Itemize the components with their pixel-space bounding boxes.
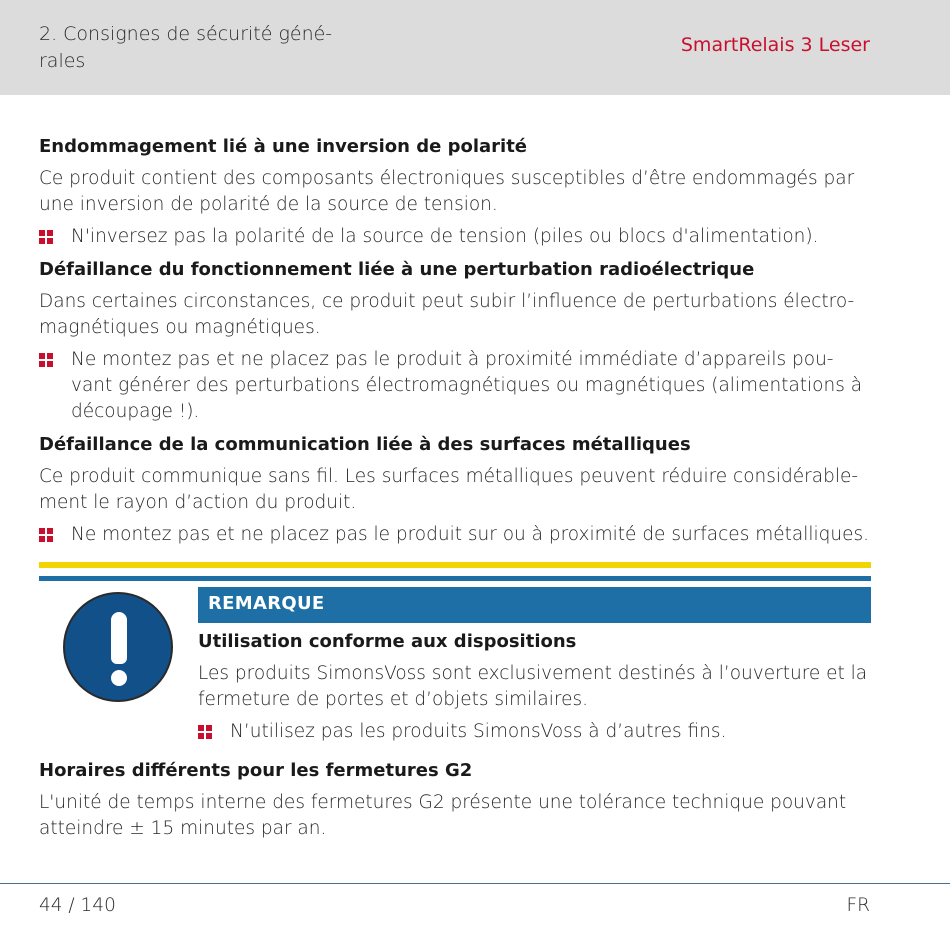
chapter-title-line2: rales xyxy=(39,50,86,72)
bullet-icon xyxy=(39,528,53,542)
page-header xyxy=(0,0,950,95)
bullet-text: Ne montez pas et ne placez pas le produit sur ou à proximité de surfaces métalliques. xyxy=(71,524,869,545)
exclamation-circle-icon xyxy=(63,592,173,702)
footer-divider xyxy=(0,883,950,884)
note-body xyxy=(198,628,871,745)
bullet-icon xyxy=(198,725,212,739)
note-bullet-text: N’utilisez pas les produits SimonsVoss à d’autres fins. xyxy=(230,721,727,742)
product-name: SmartRelais 3 Leser xyxy=(680,34,870,56)
bullet-text: Ne montez pas et ne placez pas le produit à proximité immédiate d’appareils pou-vant générer des perturbations électromagnétiques ou magnétiques (alimentations à découpage !). xyxy=(71,349,863,422)
section-paragraph: Ce produit contient des composants électroniques susceptibles d’être endommagés par une inversion de polarité de la source de tension. xyxy=(39,168,855,215)
note-heading: Utilisation conforme aux dispositions xyxy=(198,631,577,652)
section-heading: Endommagement lié à une inversion de polarité xyxy=(39,136,528,157)
bullet-item xyxy=(39,224,872,250)
note-divider-yellow xyxy=(39,562,871,568)
section-paragraph: L'unité de temps interne des fermetures G2 présente une tolérance technique pouvant atteindre ± 15 minutes par an. xyxy=(39,792,847,839)
section-heading: Défaillance de la communication liée à des surfaces métalliques xyxy=(39,434,691,455)
chapter-title-line1: 2. Consignes de sécurité géné- xyxy=(39,23,333,45)
section-heading: Horaires différents pour les fermetures G2 xyxy=(39,760,473,781)
section-paragraph: Dans certaines circonstances, ce produit peut subir l’influence de perturbations électro-magnétiques ou magnétiques. xyxy=(39,291,855,338)
page-number: 44 / 140 xyxy=(39,895,116,916)
bullet-item xyxy=(39,522,872,548)
bullet-item xyxy=(39,347,872,425)
section-paragraph: Ce produit communique sans fil. Les surfaces métalliques peuvent réduire considérable-ment le rayon d’action du produit. xyxy=(39,466,859,513)
note-paragraph: Les produits SimonsVoss sont exclusivement destinés à l’ouverture et la fermeture de portes et d’objets similaires. xyxy=(198,663,868,710)
language-code: FR xyxy=(846,895,870,916)
note-label: REMARQUE xyxy=(208,593,325,614)
note-bullet-item xyxy=(198,719,871,745)
section-heading: Défaillance du fonctionnement liée à une perturbation radioélectrique xyxy=(39,259,755,280)
note-divider-blue xyxy=(39,576,871,581)
note-label-bar xyxy=(198,587,871,623)
bullet-text: N'inversez pas la polarité de la source de tension (piles ou blocs d'alimentation). xyxy=(71,226,819,247)
final-section xyxy=(39,757,872,842)
chapter-title xyxy=(39,21,359,75)
bullet-icon xyxy=(39,353,53,367)
bullet-icon xyxy=(39,230,53,244)
main-content xyxy=(39,133,872,548)
